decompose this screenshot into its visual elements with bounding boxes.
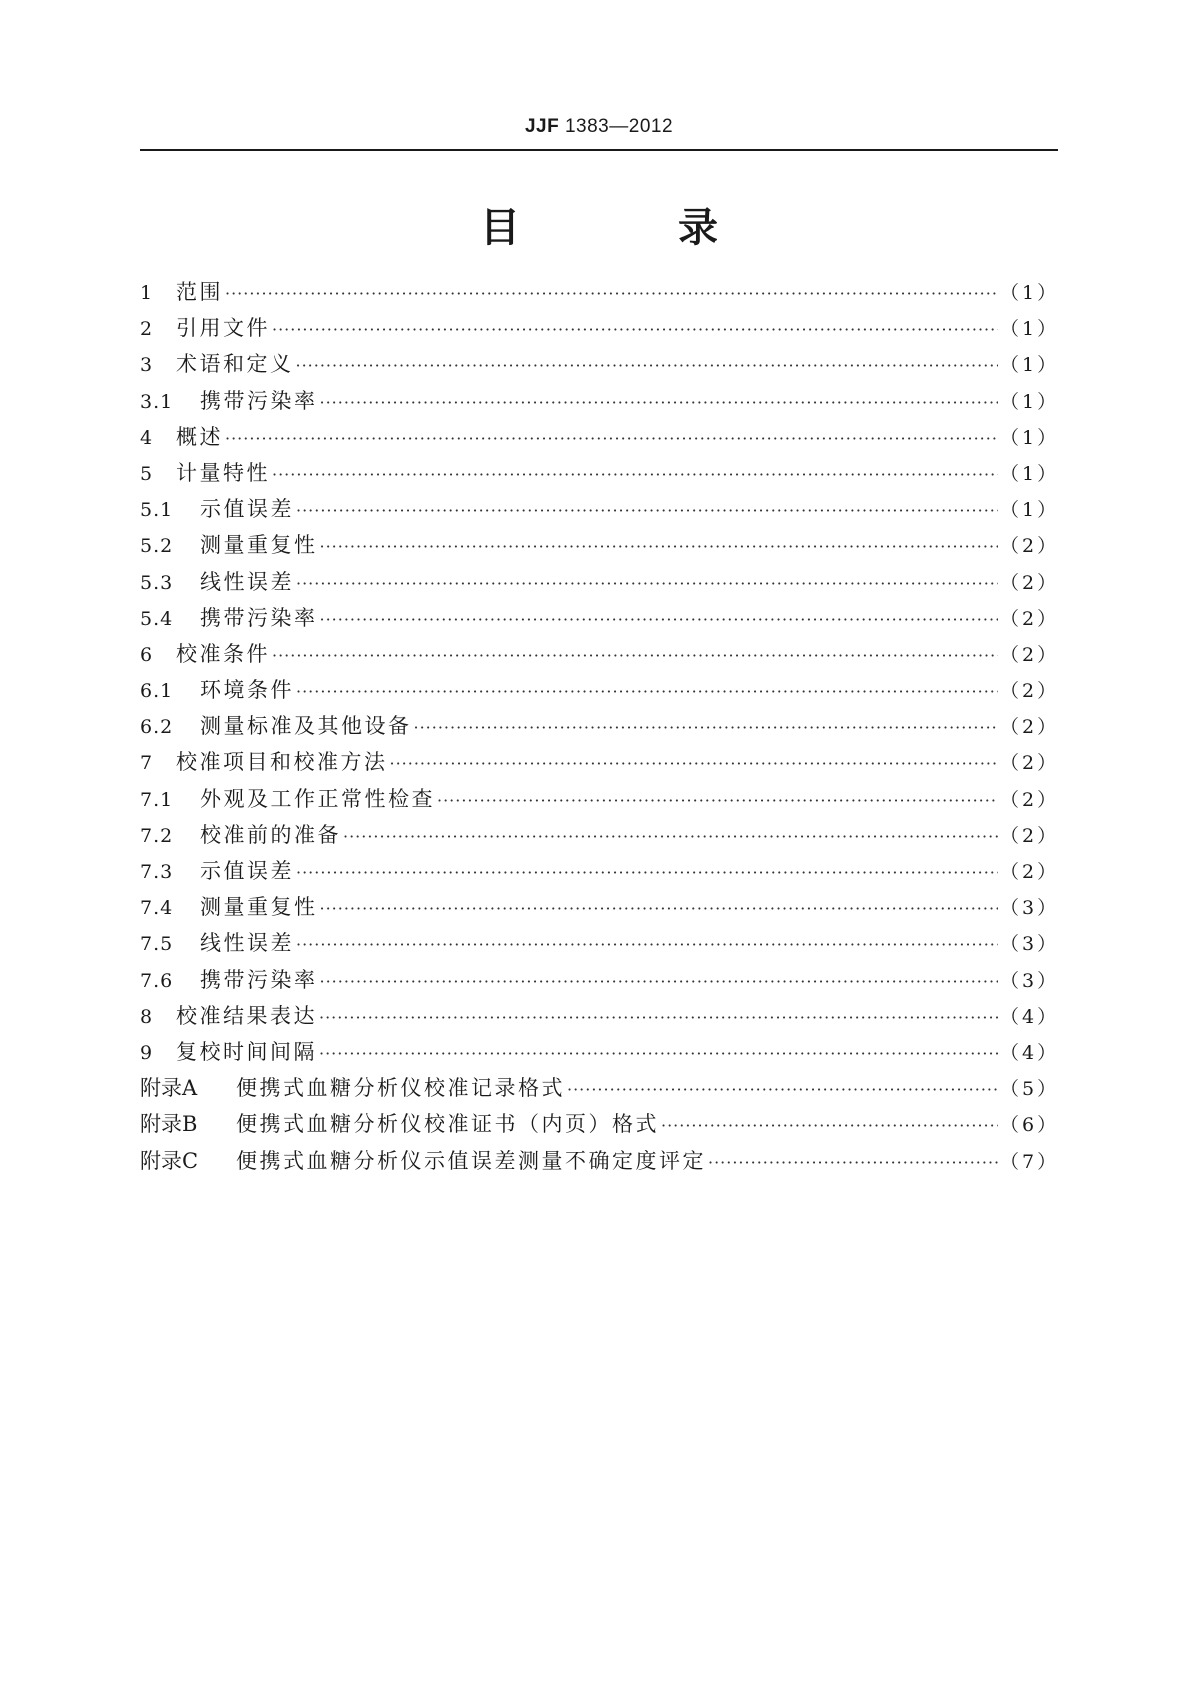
- toc-entry[interactable]: [140, 1000, 1058, 1036]
- toc-entry-label: 校准前的准备: [200, 822, 341, 847]
- toc-entry[interactable]: [140, 457, 1058, 493]
- toc-entry[interactable]: [140, 385, 1058, 421]
- toc-dot-leader: [567, 1080, 998, 1099]
- toc-entry[interactable]: [140, 312, 1058, 348]
- toc-entry[interactable]: [140, 855, 1058, 891]
- toc-entry-page: （2）: [1000, 752, 1060, 775]
- toc-entry[interactable]: [140, 891, 1058, 927]
- toc-entry[interactable]: [140, 1108, 1058, 1144]
- toc-entry-label: 术语和定义: [176, 352, 294, 377]
- toc-entry-label: 计量特性: [176, 460, 270, 485]
- toc-entry-number: 9: [140, 1041, 154, 1064]
- toc-entry[interactable]: [140, 529, 1058, 565]
- toc-entry-number: 5.2: [140, 535, 174, 558]
- toc-dot-leader: [661, 1116, 998, 1135]
- toc-entry-label: 携带污染率: [200, 388, 318, 413]
- toc-entry-number: 5.1: [140, 499, 174, 522]
- toc-entry-label: 便携式血糖分析仪校准证书（内页）格式: [236, 1112, 659, 1137]
- toc-dot-leader: [319, 1044, 998, 1063]
- toc-dot-leader: [319, 1008, 998, 1027]
- toc-entry[interactable]: [140, 493, 1058, 529]
- toc-entry-number: 7.4: [140, 897, 174, 920]
- toc-dot-leader: [272, 465, 998, 484]
- toc-entry[interactable]: [140, 602, 1058, 638]
- toc-entry-label: 示值误差: [200, 497, 294, 522]
- toc-dot-leader: [343, 827, 998, 846]
- document-code-number: 1383—2012: [564, 116, 674, 137]
- toc-entry-number: 6.1: [140, 680, 174, 703]
- toc-dot-leader: [296, 501, 998, 520]
- toc-entry-number: 7.2: [140, 824, 174, 847]
- toc-dot-leader: [296, 574, 998, 593]
- toc-dot-leader: [296, 863, 998, 882]
- toc-entry-label: 范围: [176, 280, 223, 304]
- toc-entry-label: 示值误差: [200, 859, 294, 883]
- toc-entry[interactable]: [140, 1072, 1058, 1108]
- toc-entry-label: 便携式血糖分析仪校准记录格式: [236, 1076, 565, 1101]
- toc-entry-label: 测量重复性: [200, 533, 318, 558]
- toc-entry-number: 5: [140, 462, 154, 485]
- toc-entry-number: 7.5: [140, 933, 174, 956]
- toc-dot-leader: [296, 935, 998, 954]
- toc-dot-leader: [225, 429, 998, 448]
- toc-entry-page: （2）: [1000, 680, 1060, 703]
- toc-dot-leader: [390, 754, 999, 773]
- toc-entry[interactable]: [140, 1036, 1058, 1072]
- document-code-prefix: JJF: [524, 116, 560, 137]
- toc-entry-page: （3）: [1000, 897, 1060, 920]
- toc-entry-page: （2）: [1000, 607, 1060, 630]
- toc-entry[interactable]: [140, 348, 1058, 384]
- toc-entry-page: （1）: [1000, 499, 1060, 522]
- toc-entry-label: 外观及工作正常性检查: [200, 786, 435, 811]
- toc-entry-number: 附录A: [140, 1076, 198, 1101]
- toc-entry-label: 线性误差: [200, 569, 294, 594]
- toc-entry-label: 环境条件: [200, 678, 294, 703]
- toc-dot-leader: [225, 284, 998, 303]
- toc-entry-label: 携带污染率: [200, 605, 318, 630]
- toc-entry-page: （1）: [1000, 426, 1060, 449]
- toc-entry-page: （1）: [1000, 390, 1060, 413]
- toc-entry-number: 7.6: [140, 969, 174, 992]
- toc-dot-leader: [708, 1153, 998, 1172]
- toc-entry-page: （6）: [1000, 1114, 1060, 1137]
- toc-entry-number: 2: [140, 318, 154, 341]
- toc-entry-number: 7.3: [140, 861, 174, 883]
- toc-entry-label: 校准条件: [176, 641, 270, 666]
- toc-entry-page: （1）: [1000, 354, 1060, 377]
- toc-dot-leader: [320, 537, 999, 556]
- toc-title: 目 录: [480, 205, 790, 251]
- toc-entry-page: （4）: [1000, 1005, 1060, 1028]
- toc-entry-page: （5）: [1000, 1078, 1060, 1101]
- toc-entry-label: 线性误差: [200, 931, 294, 956]
- toc-entry-page: （4）: [1000, 1041, 1060, 1064]
- toc-entry-page: （3）: [1000, 969, 1060, 992]
- toc-entry-page: （1）: [1000, 282, 1060, 304]
- toc-entry-number: 3.1: [140, 390, 174, 413]
- toc-entry-label: 校准项目和校准方法: [176, 750, 388, 775]
- toc-entry-page: （2）: [1000, 824, 1060, 847]
- toc-entry-label: 便携式血糖分析仪示值误差测量不确定度评定: [236, 1148, 706, 1173]
- toc-dot-leader: [437, 791, 998, 810]
- toc-entry-page: （1）: [1000, 318, 1060, 341]
- toc-dot-leader: [414, 718, 999, 737]
- toc-entry[interactable]: [140, 566, 1058, 602]
- toc-entry-label: 测量标准及其他设备: [200, 714, 412, 739]
- toc-entry-page: （2）: [1000, 571, 1060, 594]
- toc-entry[interactable]: [140, 964, 1058, 1000]
- toc-entry[interactable]: [140, 674, 1058, 710]
- toc-entry-number: 5.4: [140, 607, 174, 630]
- table-of-contents: [140, 276, 1058, 1181]
- toc-entry[interactable]: [140, 638, 1058, 674]
- toc-entry-number: 8: [140, 1005, 154, 1028]
- toc-entry-page: （2）: [1000, 788, 1060, 811]
- toc-dot-leader: [320, 899, 999, 918]
- toc-entry[interactable]: [140, 819, 1058, 855]
- toc-entry[interactable]: [140, 710, 1058, 746]
- toc-entry[interactable]: [140, 1145, 1058, 1181]
- toc-entry-label: 概述: [176, 424, 223, 449]
- toc-entry-number: 3: [140, 354, 154, 377]
- toc-dot-leader: [272, 646, 998, 665]
- toc-entry-page: （2）: [1000, 716, 1060, 739]
- toc-dot-leader: [296, 356, 999, 375]
- toc-entry-number: 1: [140, 282, 154, 304]
- toc-entry-label: 测量重复性: [200, 895, 318, 920]
- toc-entry-number: 附录C: [140, 1148, 199, 1173]
- toc-entry[interactable]: [140, 746, 1058, 782]
- toc-entry-label: 复校时间间隔: [176, 1039, 317, 1064]
- header-divider: [140, 149, 1058, 151]
- toc-dot-leader: [320, 393, 999, 412]
- toc-entry-label: 校准结果表达: [176, 1003, 317, 1028]
- toc-entry-number: 5.3: [140, 571, 174, 594]
- document-code-header: [140, 116, 1058, 138]
- toc-entry-label: 携带污染率: [200, 967, 318, 992]
- toc-entry[interactable]: [140, 421, 1058, 457]
- toc-entry[interactable]: [140, 783, 1058, 819]
- toc-entry[interactable]: [140, 276, 1058, 312]
- toc-entry-number: 7: [140, 752, 154, 775]
- toc-entry-label: 引用文件: [176, 316, 270, 341]
- toc-entry[interactable]: [140, 927, 1058, 963]
- toc-entry-page: （2）: [1000, 535, 1060, 558]
- toc-entry-page: （7）: [1000, 1150, 1060, 1173]
- toc-dot-leader: [296, 682, 998, 701]
- toc-entry-number: 7.1: [140, 788, 174, 811]
- toc-entry-number: 附录B: [140, 1112, 198, 1137]
- toc-entry-number: 6.2: [140, 716, 174, 739]
- toc-entry-number: 6: [140, 643, 154, 666]
- toc-entry-page: （1）: [1000, 462, 1060, 485]
- toc-entry-page: （3）: [1000, 933, 1060, 956]
- toc-dot-leader: [320, 610, 999, 629]
- toc-entry-page: （2）: [1000, 861, 1060, 883]
- toc-entry-page: （2）: [1000, 643, 1060, 666]
- toc-entry-number: 4: [140, 426, 154, 449]
- toc-dot-leader: [272, 320, 998, 339]
- toc-dot-leader: [320, 972, 999, 991]
